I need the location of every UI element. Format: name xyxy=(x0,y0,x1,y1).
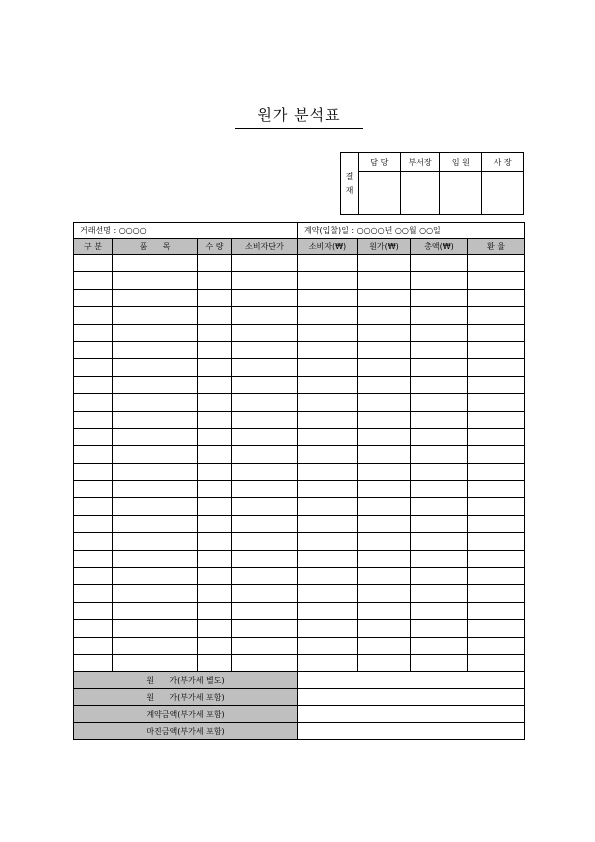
table-cell[interactable] xyxy=(411,654,468,671)
table-cell[interactable] xyxy=(411,289,468,306)
table-cell[interactable] xyxy=(411,394,468,411)
table-row xyxy=(74,481,525,498)
column-header-row xyxy=(74,239,525,255)
table-cell[interactable] xyxy=(411,376,468,393)
table-cell[interactable] xyxy=(468,533,525,550)
table-cell[interactable] xyxy=(113,272,198,289)
table-cell[interactable] xyxy=(113,359,198,376)
table-cell[interactable] xyxy=(468,654,525,671)
contract-date[interactable]: 계약(입찰)일 : ○○○○년 ○○월 ○○일 xyxy=(298,223,525,239)
table-cell[interactable] xyxy=(468,637,525,654)
table-row xyxy=(74,602,525,619)
table-cell[interactable] xyxy=(298,394,358,411)
table-cell[interactable] xyxy=(198,637,232,654)
table-cell[interactable] xyxy=(113,376,198,393)
table-cell[interactable] xyxy=(113,533,198,550)
table-cell[interactable] xyxy=(198,585,232,602)
table-cell[interactable] xyxy=(198,307,232,324)
table-cell[interactable] xyxy=(411,568,468,585)
table-cell[interactable] xyxy=(358,324,411,341)
document-title: 원가 분석표 xyxy=(257,106,341,124)
table-cell[interactable] xyxy=(198,533,232,550)
table-cell[interactable] xyxy=(298,637,358,654)
table-cell[interactable] xyxy=(411,411,468,428)
table-cell[interactable] xyxy=(298,463,358,480)
table-cell[interactable] xyxy=(468,568,525,585)
table-cell[interactable] xyxy=(358,341,411,358)
table-cell[interactable] xyxy=(468,498,525,515)
table-row xyxy=(74,272,525,289)
table-cell[interactable] xyxy=(411,481,468,498)
summary-row xyxy=(74,706,525,723)
table-cell[interactable] xyxy=(113,307,198,324)
table-row xyxy=(74,394,525,411)
table-cell[interactable] xyxy=(411,515,468,532)
table-row xyxy=(74,307,525,324)
table-cell[interactable] xyxy=(74,289,113,306)
table-cell[interactable] xyxy=(232,637,298,654)
table-cell[interactable] xyxy=(298,602,358,619)
table-cell[interactable] xyxy=(113,255,198,272)
table-cell[interactable] xyxy=(411,324,468,341)
summary-label: 마진금액(부가세 포함) xyxy=(74,723,298,740)
col-header-quantity: 수 량 xyxy=(198,239,232,255)
table-cell[interactable] xyxy=(411,341,468,358)
table-cell[interactable] xyxy=(358,550,411,567)
table-cell[interactable] xyxy=(298,289,358,306)
table-cell[interactable] xyxy=(74,446,113,463)
approval-header-director: 임 원 xyxy=(440,153,482,172)
table-cell[interactable] xyxy=(113,324,198,341)
table-cell[interactable] xyxy=(232,446,298,463)
table-cell[interactable] xyxy=(298,533,358,550)
table-cell[interactable] xyxy=(358,255,411,272)
table-cell[interactable] xyxy=(198,394,232,411)
col-header-item: 품 목 xyxy=(113,239,198,255)
table-cell[interactable] xyxy=(298,568,358,585)
approval-header-staff: 담 당 xyxy=(358,153,400,172)
table-cell[interactable] xyxy=(198,446,232,463)
table-cell[interactable] xyxy=(411,272,468,289)
table-cell[interactable] xyxy=(468,481,525,498)
table-cell[interactable] xyxy=(74,620,113,637)
table-cell[interactable] xyxy=(198,481,232,498)
table-cell[interactable] xyxy=(298,585,358,602)
table-row xyxy=(74,637,525,654)
table-cell[interactable] xyxy=(468,289,525,306)
table-row xyxy=(74,654,525,671)
table-cell[interactable] xyxy=(198,498,232,515)
table-cell[interactable] xyxy=(198,376,232,393)
table-cell[interactable] xyxy=(468,446,525,463)
table-cell[interactable] xyxy=(411,307,468,324)
table-cell[interactable] xyxy=(411,533,468,550)
table-row xyxy=(74,620,525,637)
summary-label: 원 가(부가세 포함) xyxy=(74,689,298,706)
table-cell[interactable] xyxy=(74,411,113,428)
table-cell[interactable] xyxy=(298,307,358,324)
table-cell[interactable] xyxy=(298,498,358,515)
table-cell[interactable] xyxy=(358,446,411,463)
table-cell[interactable] xyxy=(113,463,198,480)
table-cell[interactable] xyxy=(232,272,298,289)
table-cell[interactable] xyxy=(74,515,113,532)
table-cell[interactable] xyxy=(74,394,113,411)
table-cell[interactable] xyxy=(468,376,525,393)
table-cell[interactable] xyxy=(358,289,411,306)
table-cell[interactable] xyxy=(113,568,198,585)
table-cell[interactable] xyxy=(74,359,113,376)
table-cell[interactable] xyxy=(468,272,525,289)
table-cell[interactable] xyxy=(298,376,358,393)
table-cell[interactable] xyxy=(298,654,358,671)
table-row xyxy=(74,585,525,602)
table-cell[interactable] xyxy=(468,394,525,411)
table-cell[interactable] xyxy=(232,654,298,671)
table-cell[interactable] xyxy=(232,550,298,567)
table-cell[interactable] xyxy=(198,341,232,358)
table-cell[interactable] xyxy=(468,255,525,272)
table-cell[interactable] xyxy=(358,515,411,532)
table-cell[interactable] xyxy=(298,481,358,498)
table-cell[interactable] xyxy=(198,411,232,428)
table-cell[interactable] xyxy=(298,324,358,341)
table-cell[interactable] xyxy=(113,620,198,637)
table-row xyxy=(74,568,525,585)
approval-header-manager: 부서장 xyxy=(400,153,440,172)
table-cell[interactable] xyxy=(198,289,232,306)
table-cell[interactable] xyxy=(232,585,298,602)
table-cell[interactable] xyxy=(74,602,113,619)
table-cell[interactable] xyxy=(113,481,198,498)
table-cell[interactable] xyxy=(232,255,298,272)
table-cell[interactable] xyxy=(74,533,113,550)
table-cell[interactable] xyxy=(113,585,198,602)
summary-label: 계약금액(부가세 포함) xyxy=(74,706,298,723)
client-name[interactable]: 거래선명 : ○○○○ xyxy=(74,223,298,239)
summary-value[interactable] xyxy=(298,689,525,706)
summary-value[interactable] xyxy=(298,723,525,740)
table-cell[interactable] xyxy=(298,411,358,428)
table-cell[interactable] xyxy=(232,394,298,411)
table-cell[interactable] xyxy=(113,654,198,671)
table-cell[interactable] xyxy=(468,359,525,376)
table-cell[interactable] xyxy=(298,272,358,289)
title-underline xyxy=(235,128,363,129)
table-row xyxy=(74,359,525,376)
table-cell[interactable] xyxy=(298,550,358,567)
table-cell[interactable] xyxy=(411,585,468,602)
summary-label: 원 가(부가세 별도) xyxy=(74,672,298,689)
table-cell[interactable] xyxy=(74,307,113,324)
table-cell[interactable] xyxy=(74,428,113,445)
table-cell[interactable] xyxy=(298,359,358,376)
approval-sign-cell[interactable] xyxy=(482,172,524,215)
table-row xyxy=(74,463,525,480)
table-cell[interactable] xyxy=(74,585,113,602)
table-cell[interactable] xyxy=(232,341,298,358)
table-cell[interactable] xyxy=(468,515,525,532)
table-cell[interactable] xyxy=(411,446,468,463)
table-cell[interactable] xyxy=(113,498,198,515)
table-cell[interactable] xyxy=(468,550,525,567)
table-cell[interactable] xyxy=(113,550,198,567)
col-header-exchange-rate: 환 율 xyxy=(468,239,525,255)
table-cell[interactable] xyxy=(232,324,298,341)
summary-row xyxy=(74,672,525,689)
table-cell[interactable] xyxy=(74,481,113,498)
table-row xyxy=(74,533,525,550)
table-row xyxy=(74,255,525,272)
table-cell[interactable] xyxy=(113,341,198,358)
table-cell[interactable] xyxy=(232,359,298,376)
table-cell[interactable] xyxy=(411,550,468,567)
table-cell[interactable] xyxy=(198,324,232,341)
table-cell[interactable] xyxy=(113,411,198,428)
summary-row xyxy=(74,723,525,740)
table-cell[interactable] xyxy=(358,585,411,602)
table-cell[interactable] xyxy=(468,463,525,480)
approval-side-label: 결 재 xyxy=(341,153,359,215)
table-cell[interactable] xyxy=(74,272,113,289)
table-cell[interactable] xyxy=(198,428,232,445)
table-cell[interactable] xyxy=(198,602,232,619)
table-cell[interactable] xyxy=(232,515,298,532)
table-cell[interactable] xyxy=(198,654,232,671)
approval-box xyxy=(340,152,524,215)
table-cell[interactable] xyxy=(358,602,411,619)
table-cell[interactable] xyxy=(198,463,232,480)
approval-sign-cell[interactable] xyxy=(400,172,440,215)
table-cell[interactable] xyxy=(358,272,411,289)
table-cell[interactable] xyxy=(113,289,198,306)
table-cell[interactable] xyxy=(232,481,298,498)
table-cell[interactable] xyxy=(74,341,113,358)
table-cell[interactable] xyxy=(358,376,411,393)
summary-value[interactable] xyxy=(298,706,525,723)
table-cell[interactable] xyxy=(113,515,198,532)
table-cell[interactable] xyxy=(232,376,298,393)
table-cell[interactable] xyxy=(74,568,113,585)
table-cell[interactable] xyxy=(358,498,411,515)
table-cell[interactable] xyxy=(358,568,411,585)
table-cell[interactable] xyxy=(74,324,113,341)
table-cell[interactable] xyxy=(232,620,298,637)
table-cell[interactable] xyxy=(232,602,298,619)
table-cell[interactable] xyxy=(358,620,411,637)
table-cell[interactable] xyxy=(358,394,411,411)
col-header-cost: 원가(₩) xyxy=(358,239,411,255)
table-cell[interactable] xyxy=(411,637,468,654)
table-cell[interactable] xyxy=(358,307,411,324)
col-header-unit-price: 소비자단가 xyxy=(232,239,298,255)
table-row xyxy=(74,376,525,393)
table-cell[interactable] xyxy=(113,446,198,463)
table-cell[interactable] xyxy=(232,307,298,324)
table-cell[interactable] xyxy=(74,255,113,272)
table-cell[interactable] xyxy=(198,255,232,272)
table-cell[interactable] xyxy=(468,620,525,637)
table-row xyxy=(74,341,525,358)
table-cell[interactable] xyxy=(113,637,198,654)
table-cell[interactable] xyxy=(198,515,232,532)
table-cell[interactable] xyxy=(358,637,411,654)
table-cell[interactable] xyxy=(298,255,358,272)
table-cell[interactable] xyxy=(411,498,468,515)
table-row xyxy=(74,289,525,306)
table-cell[interactable] xyxy=(113,394,198,411)
table-cell[interactable] xyxy=(74,498,113,515)
table-cell[interactable] xyxy=(232,463,298,480)
table-cell[interactable] xyxy=(358,411,411,428)
table-cell[interactable] xyxy=(411,602,468,619)
table-cell[interactable] xyxy=(298,620,358,637)
table-cell[interactable] xyxy=(298,446,358,463)
table-cell[interactable] xyxy=(232,568,298,585)
table-cell[interactable] xyxy=(468,428,525,445)
table-cell[interactable] xyxy=(298,341,358,358)
table-cell[interactable] xyxy=(74,550,113,567)
table-cell[interactable] xyxy=(232,411,298,428)
table-cell[interactable] xyxy=(411,255,468,272)
table-row xyxy=(74,515,525,532)
table-cell[interactable] xyxy=(411,428,468,445)
table-cell[interactable] xyxy=(74,637,113,654)
approval-sign-cell[interactable] xyxy=(440,172,482,215)
col-header-total: 총액(₩) xyxy=(411,239,468,255)
col-header-category: 구 분 xyxy=(74,239,113,255)
table-cell[interactable] xyxy=(468,341,525,358)
table-row xyxy=(74,428,525,445)
table-cell[interactable] xyxy=(198,272,232,289)
table-cell[interactable] xyxy=(358,481,411,498)
table-cell[interactable] xyxy=(74,376,113,393)
table-cell[interactable] xyxy=(358,463,411,480)
table-cell[interactable] xyxy=(358,654,411,671)
table-cell[interactable] xyxy=(232,289,298,306)
table-row xyxy=(74,446,525,463)
table-row xyxy=(74,411,525,428)
table-cell[interactable] xyxy=(113,428,198,445)
table-cell[interactable] xyxy=(468,602,525,619)
table-cell[interactable] xyxy=(298,428,358,445)
cost-analysis-table xyxy=(73,222,525,740)
table-cell[interactable] xyxy=(232,533,298,550)
table-cell[interactable] xyxy=(113,602,198,619)
table-cell[interactable] xyxy=(198,359,232,376)
table-cell[interactable] xyxy=(74,654,113,671)
table-cell[interactable] xyxy=(198,568,232,585)
table-cell[interactable] xyxy=(358,359,411,376)
col-header-consumer-price: 소비자(₩) xyxy=(298,239,358,255)
table-cell[interactable] xyxy=(358,533,411,550)
approval-header-president: 사 장 xyxy=(482,153,524,172)
table-cell[interactable] xyxy=(411,359,468,376)
summary-value[interactable] xyxy=(298,672,525,689)
table-row xyxy=(74,498,525,515)
table-cell[interactable] xyxy=(468,585,525,602)
table-cell[interactable] xyxy=(198,550,232,567)
table-cell[interactable] xyxy=(411,463,468,480)
table-row xyxy=(74,324,525,341)
table-cell[interactable] xyxy=(468,411,525,428)
summary-row xyxy=(74,689,525,706)
table-cell[interactable] xyxy=(298,515,358,532)
table-cell[interactable] xyxy=(411,620,468,637)
table-row xyxy=(74,550,525,567)
table-cell[interactable] xyxy=(232,428,298,445)
table-cell[interactable] xyxy=(232,498,298,515)
table-cell[interactable] xyxy=(74,463,113,480)
table-cell[interactable] xyxy=(468,324,525,341)
table-cell[interactable] xyxy=(198,620,232,637)
table-cell[interactable] xyxy=(468,307,525,324)
table-cell[interactable] xyxy=(358,428,411,445)
approval-sign-cell[interactable] xyxy=(358,172,400,215)
